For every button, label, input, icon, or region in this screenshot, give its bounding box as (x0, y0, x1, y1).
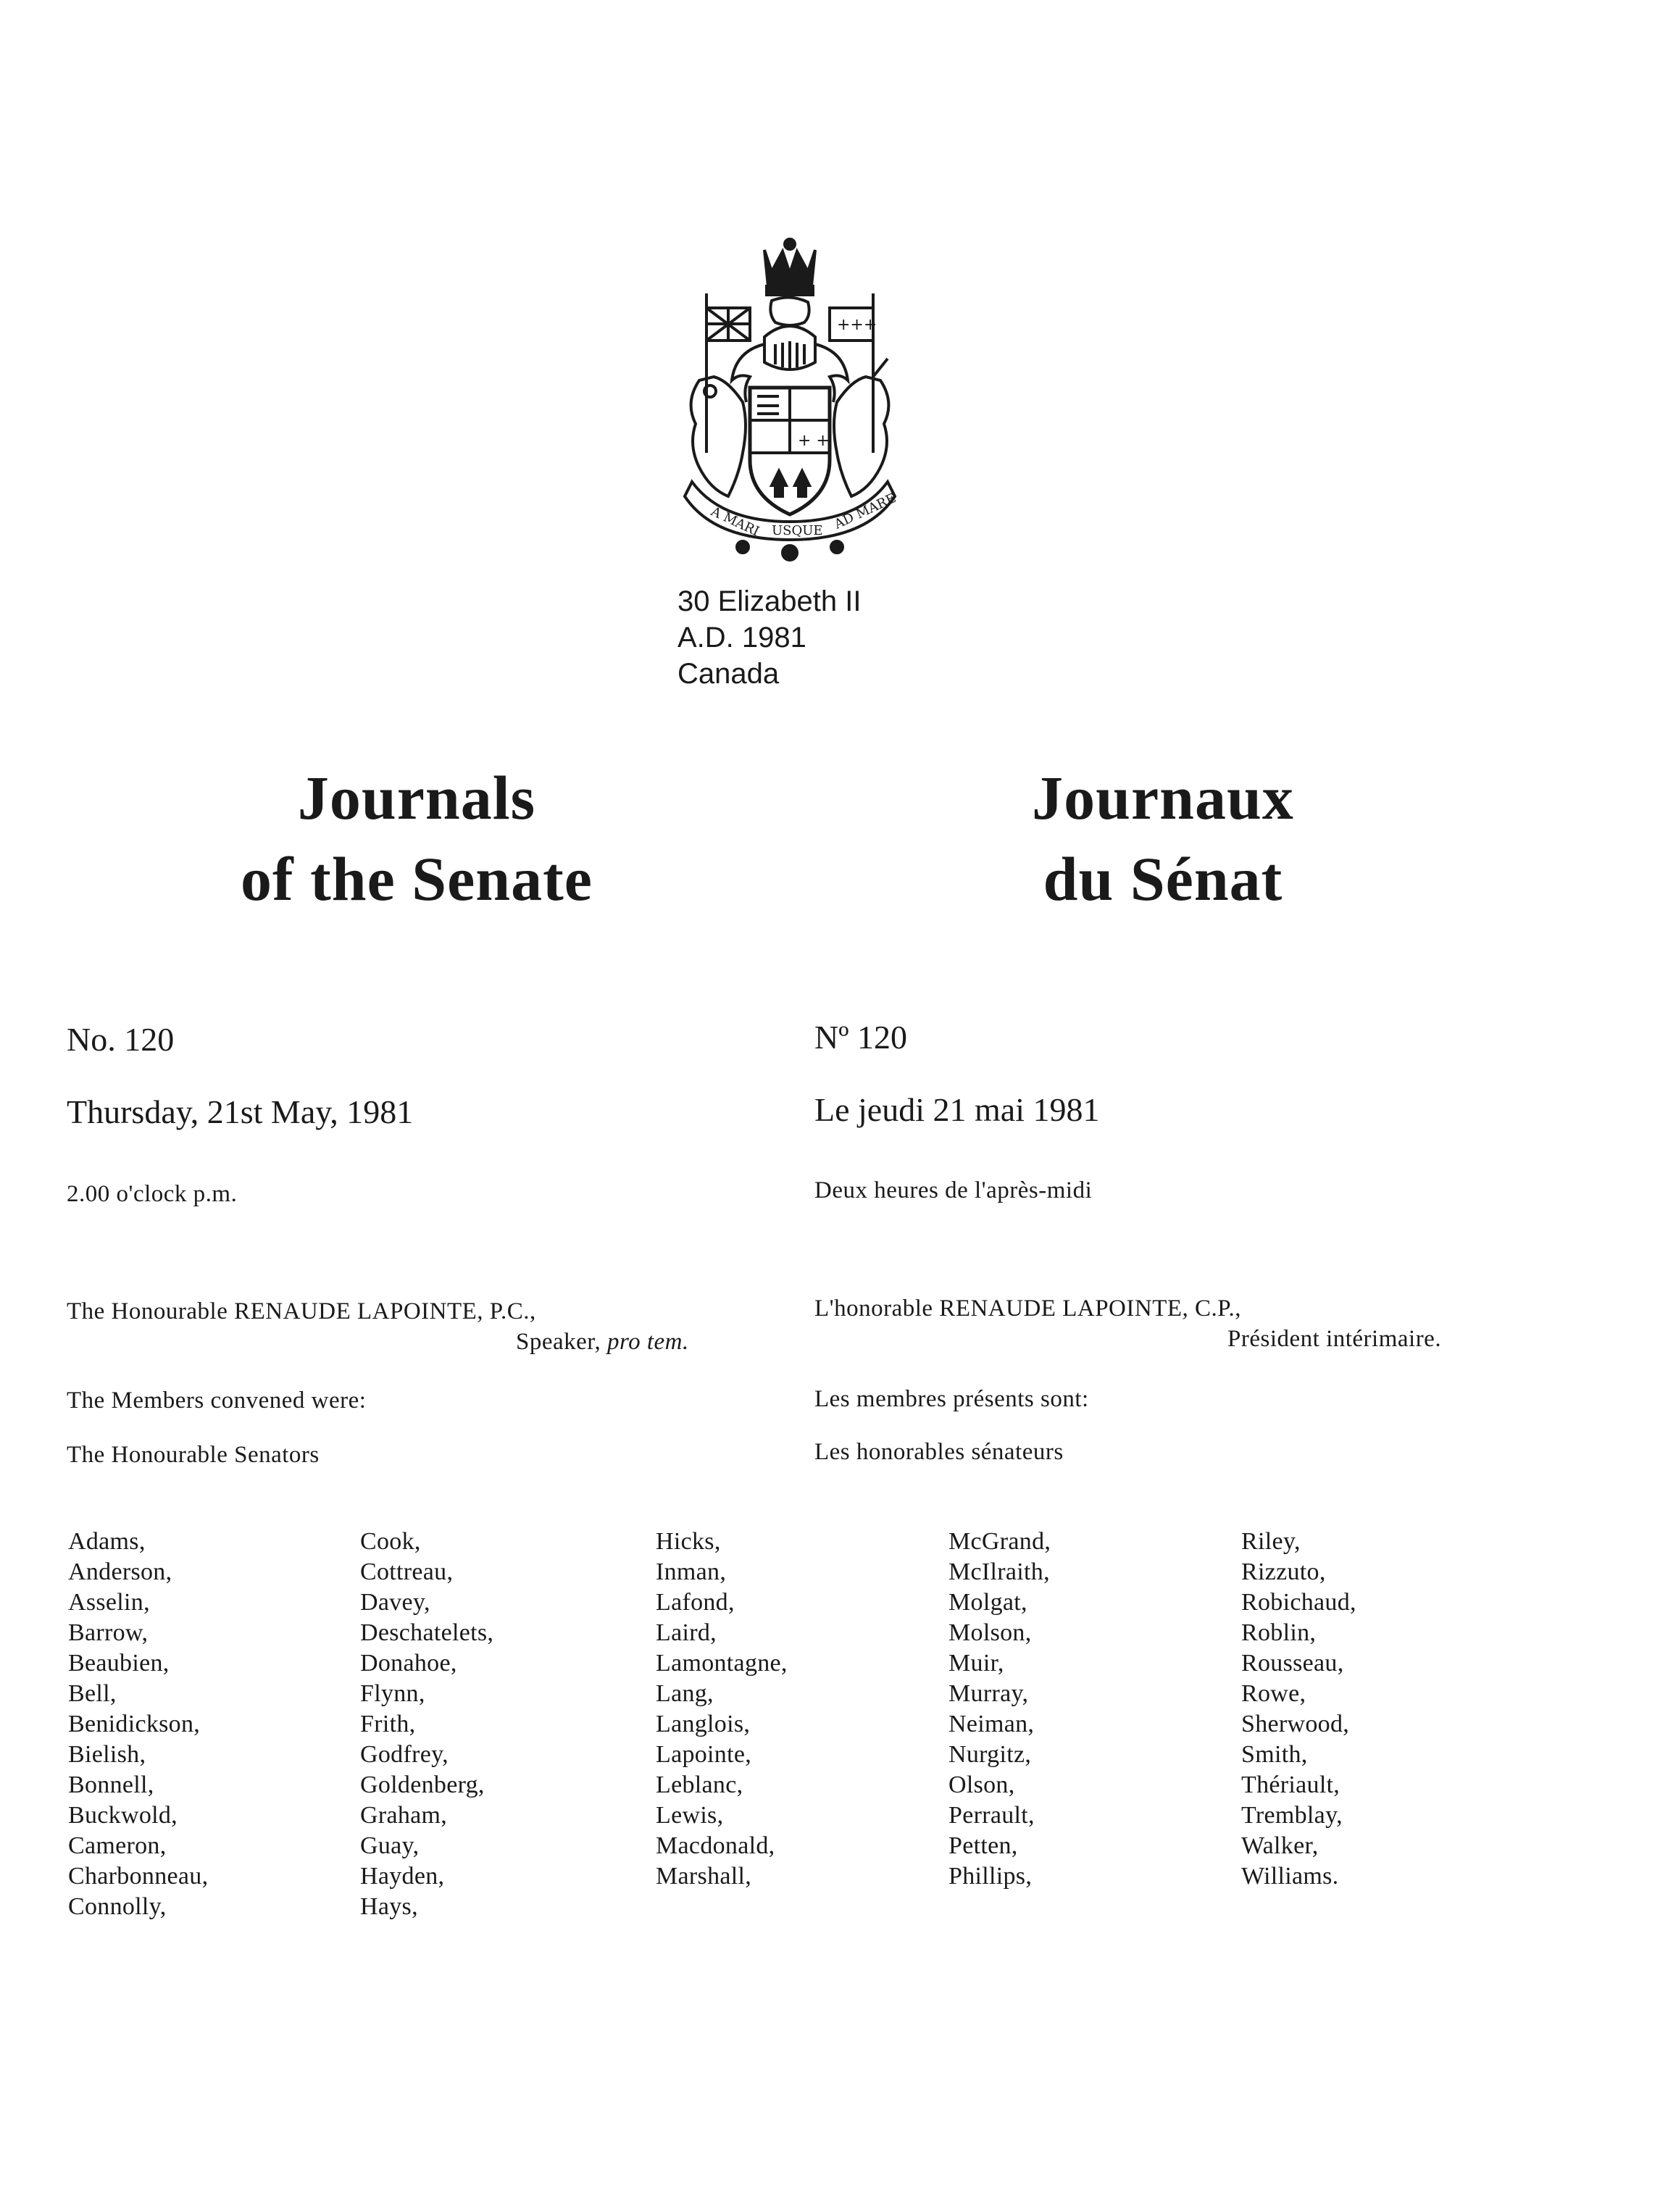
senator-name: Rizzuto, (1241, 1558, 1326, 1585)
issue-number-fr: Nº 120 (814, 1019, 907, 1056)
senators-column-2 (360, 1527, 493, 1922)
senator-name: Deschatelets, (360, 1619, 494, 1646)
coat-of-arms-icon (670, 235, 909, 562)
time-fr: Deux heures de l'après-midi (814, 1177, 1093, 1203)
issue-number-en: No. 120 (67, 1021, 175, 1058)
senator-name: Lafond, (656, 1589, 735, 1616)
senators-column-3 (656, 1527, 788, 1892)
speaker-role-en-italic: pro tem. (606, 1329, 689, 1355)
senator-name: Cameron, (68, 1832, 167, 1859)
speaker-role-en-prefix: Speaker, (516, 1329, 601, 1355)
speaker-role-en (516, 1329, 689, 1356)
title-english-line1: Journals (297, 763, 536, 832)
senator-name: Laird, (656, 1619, 717, 1646)
senator-name: Hayden, (360, 1863, 445, 1890)
speaker-line-fr: L'honorable RENAUDE LAPOINTE, C.P., (814, 1295, 1241, 1322)
senator-name: Hicks, (656, 1528, 721, 1555)
country: Canada (677, 658, 780, 690)
senator-name: Barrow, (68, 1619, 149, 1646)
senator-name: Murray, (948, 1680, 1029, 1707)
senator-name: Walker, (1241, 1832, 1319, 1859)
anno-domini: A.D. 1981 (677, 622, 806, 654)
reign-block (677, 583, 862, 692)
senator-name: Leblanc, (656, 1771, 743, 1798)
senator-name: Anderson, (68, 1558, 172, 1585)
senator-name: McGrand, (948, 1528, 1051, 1555)
senators-column-4 (948, 1527, 1051, 1892)
svg-text:+++: +++ (837, 316, 877, 334)
senator-name: Phillips, (948, 1863, 1033, 1890)
speaker-role-fr: Président intérimaire. (1227, 1326, 1442, 1352)
senator-name: Hays, (360, 1893, 418, 1920)
senator-name: Cottreau, (360, 1558, 454, 1585)
senator-name: Molson, (948, 1619, 1032, 1646)
members-line-fr: Les membres présents sont: (814, 1386, 1089, 1412)
senator-name: Muir, (948, 1650, 1004, 1677)
senator-name: Donahoe, (360, 1650, 457, 1677)
senators-column-1 (68, 1527, 208, 1922)
senator-name: Williams. (1241, 1863, 1339, 1890)
senator-name: Inman, (656, 1558, 727, 1585)
speaker-line-en: The Honourable RENAUDE LAPOINTE, P.C., (67, 1298, 536, 1324)
senator-name: Robichaud, (1241, 1589, 1356, 1616)
senator-name: Buckwold, (68, 1802, 178, 1829)
title-french-line2: du Sénat (1043, 844, 1283, 914)
senator-name: McIlraith, (948, 1558, 1050, 1585)
senator-name: Olson, (948, 1771, 1015, 1798)
senator-name: Guay, (360, 1832, 420, 1859)
senator-name: Lewis, (656, 1802, 724, 1829)
senator-name: Petten, (948, 1832, 1018, 1859)
time-en: 2.00 o'clock p.m. (67, 1181, 238, 1207)
senator-name: Nurgitz, (948, 1741, 1032, 1768)
senator-name: Flynn, (360, 1680, 425, 1707)
senator-name: Perrault, (948, 1802, 1035, 1829)
senator-name: Davey, (360, 1589, 430, 1616)
senators-line-en: The Honourable Senators (67, 1442, 320, 1468)
senator-name: Rousseau, (1241, 1650, 1344, 1677)
senator-name: Bielish, (68, 1741, 146, 1768)
senator-name: Smith, (1241, 1741, 1308, 1768)
senator-name: Molgat, (948, 1589, 1027, 1616)
senators-line-fr: Les honorables sénateurs (814, 1439, 1064, 1465)
reign-year: 30 Elizabeth II (677, 585, 862, 617)
senator-name: Riley, (1241, 1528, 1301, 1555)
senator-name: Lamontagne, (656, 1650, 788, 1677)
senator-name: Bell, (68, 1680, 117, 1707)
title-english-line2: of the Senate (241, 844, 593, 914)
senator-name: Goldenberg, (360, 1771, 485, 1798)
senator-name: Roblin, (1241, 1619, 1317, 1646)
senator-name: Godfrey, (360, 1741, 449, 1768)
motto-left: A MARI (708, 504, 762, 540)
senator-name: Rowe, (1241, 1680, 1306, 1707)
senator-name: Lang, (656, 1680, 714, 1707)
svg-text:+ +: + + (798, 432, 830, 450)
senator-name: Beaubien, (68, 1650, 170, 1677)
senator-name: Sherwood, (1241, 1711, 1350, 1737)
senator-name: Adams, (68, 1528, 146, 1555)
date-fr: Le jeudi 21 mai 1981 (814, 1091, 1100, 1128)
senator-name: Neiman, (948, 1711, 1035, 1737)
title-english (181, 757, 652, 919)
senator-name: Langlois, (656, 1711, 751, 1737)
senators-column-5 (1241, 1527, 1356, 1892)
senator-name: Tremblay, (1241, 1802, 1343, 1829)
senator-name: Connolly, (68, 1893, 167, 1920)
senator-name: Cook, (360, 1528, 421, 1555)
senator-name: Graham, (360, 1802, 448, 1829)
senator-name: Benidickson, (68, 1711, 201, 1737)
motto-center: USQUE (772, 523, 823, 538)
senator-name: Charbonneau, (68, 1863, 209, 1890)
senator-name: Frith, (360, 1711, 416, 1737)
motto-right: AD MARE (832, 490, 898, 533)
members-line-en: The Members convened were: (67, 1387, 367, 1414)
date-en: Thursday, 21st May, 1981 (67, 1093, 414, 1130)
senator-name: Macdonald, (656, 1832, 775, 1859)
senator-name: Bonnell, (68, 1771, 154, 1798)
title-french (927, 757, 1398, 919)
senator-name: Lapointe, (656, 1741, 752, 1768)
senator-name: Marshall, (656, 1863, 752, 1890)
senator-name: Thériault, (1241, 1771, 1340, 1798)
senator-name: Asselin, (68, 1589, 150, 1616)
title-french-line1: Journaux (1032, 763, 1294, 832)
